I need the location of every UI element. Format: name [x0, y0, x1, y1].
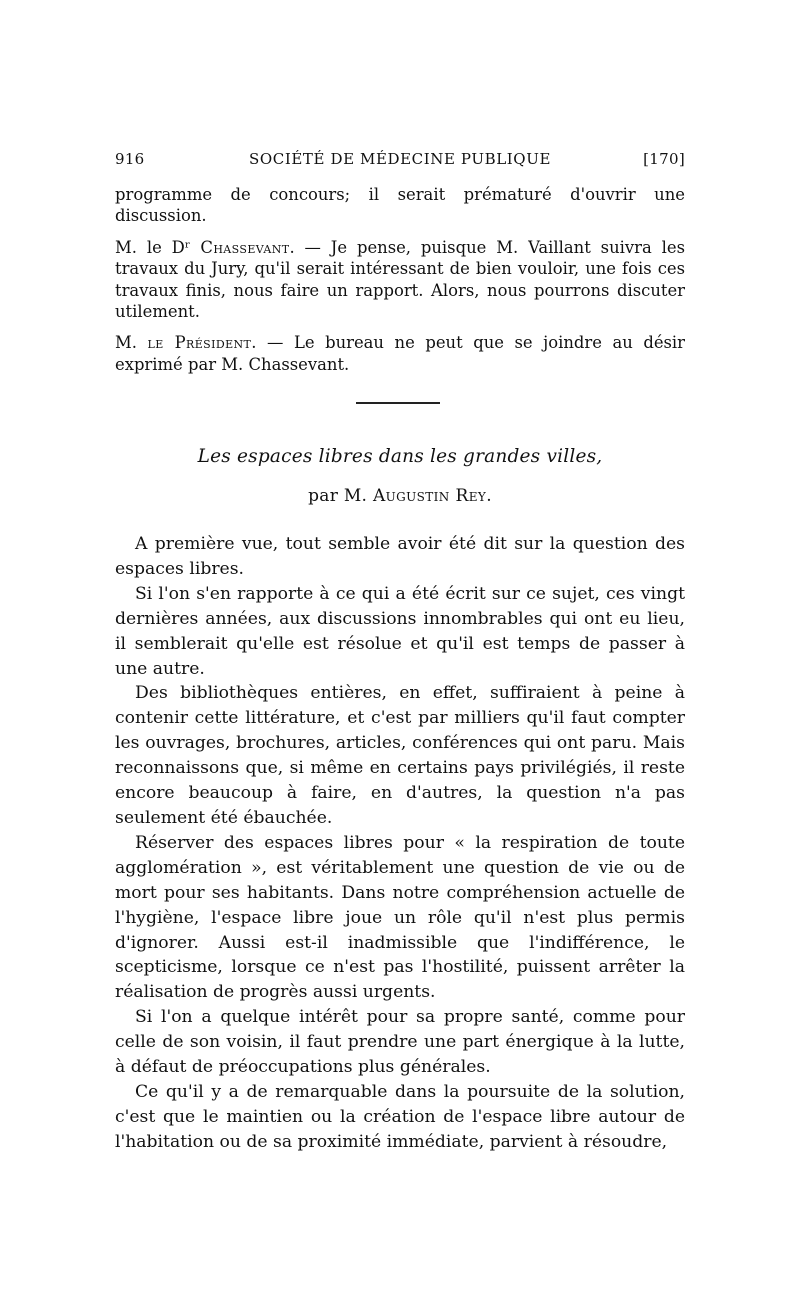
paragraph: programme de concours; il serait prématuré d'ouvrir une discussion. [115, 185, 685, 226]
body-paragraph: Si l'on s'en rapporte à ce qui a été écrit sur ce sujet, ces vingt dernières années, aux discussions innombrables qui ont eu lieu, il semblerait qu'elle est résolue et qu'il est temps de passer à une autre. [115, 583, 685, 679]
speaker-paragraph [115, 332, 685, 375]
page-reference: [170] [643, 150, 685, 168]
body-paragraph: A première vue, tout semble avoir été dit sur la question des espaces libres. [115, 534, 685, 579]
speaker-prefix: M. le Dʳ [115, 237, 201, 257]
body-paragraph: Réserver des espaces libres pour « la respiration de toute agglomération », est véritablement une question de vie ou de mort pour ses habitants. Dans notre compréhension actuelle de l'hygiène, l'espace libre joue un rôle qu'il n'est plus permis d'ignorer. Aussi est-il inadmissible que l'indifférence, le scepticisme, lorsque ce n'est pas l'hostilité, puissent arrêter la réalisation de progrès aussi urgents. [115, 832, 685, 1003]
discussion-section [115, 184, 685, 385]
speaker-name: Chassevant [200, 237, 290, 257]
page-number: 916 [115, 150, 145, 168]
running-header [115, 146, 685, 172]
article-body [115, 532, 685, 1155]
speaker-prefix: M. [115, 333, 148, 353]
speaker-paragraph [115, 237, 685, 323]
running-title: SOCIÉTÉ DE MÉDECINE PUBLIQUE [249, 150, 551, 168]
author-name: Augustin Rey [372, 486, 487, 506]
book-page [115, 0, 685, 1304]
body-paragraph: Si l'on a quelque intérêt pour sa propre santé, comme pour celle de son voisin, il faut prendre une part énergique à la lutte, à défaut de préoccupations plus générales. [115, 1007, 685, 1078]
speaker-text: . — Le bureau ne peut que se joindre au désir exprimé par M. Chassevant. [115, 333, 686, 374]
section-divider [356, 402, 440, 404]
body-paragraph: Des bibliothèques entières, en effet, suffiraient à peine à contenir cette littérature, et c'est par milliers qu'il faut compter les ouvrages, brochures, articles, conférences qui ont paru. Mais reconnaissons que, si même en certains pays privilégiés, il reste encore beaucoup à faire, en d'autres, la question n'a pas seulement été ébauchée. [115, 683, 685, 828]
body-paragraph: Ce qu'il y a de remarquable dans la poursuite de la solution, c'est que le maintien ou la création de l'espace libre autour de l'habitation ou de sa proximité immédiate, parvient à résoudre, [115, 1081, 685, 1152]
speaker-name: le Président [147, 333, 252, 353]
byline-prefix: par M. [308, 486, 373, 506]
speaker-text: . — Je pense, puisque M. Vaillant suivra les travaux du Jury, qu'il serait intéressant de bien vouloir, une fois ces travaux finis, nous faire un rapport. Alors, nous pourrons discuter utilement. [115, 237, 685, 322]
byline-suffix: . [486, 486, 492, 506]
article-byline [115, 486, 685, 506]
article-title: Les espaces libres dans les grandes villes, [197, 446, 603, 467]
